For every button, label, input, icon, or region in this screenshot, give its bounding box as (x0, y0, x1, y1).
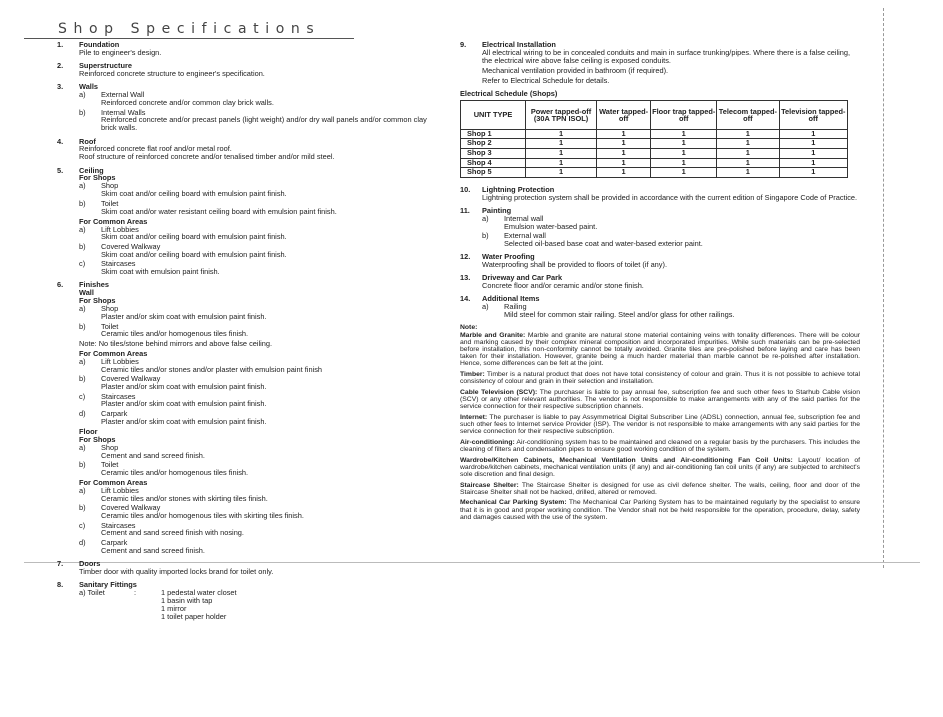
row-header: Shop 2 (461, 139, 526, 149)
section-number: 10. (460, 184, 471, 194)
item-text: Skim coat and/or water resistant ceiling board with emulsion paint finish. (101, 206, 337, 216)
section-number: 6. (57, 280, 64, 290)
item-letter: a) (79, 224, 86, 234)
table-cell: 1 (651, 139, 717, 149)
item-text: Cement and sand screed finish with nosing. (101, 528, 244, 538)
section-text: Pile to engineer's design. (79, 47, 162, 57)
section-title: Walls (79, 82, 99, 92)
section-ceiling (57, 167, 442, 277)
item-title: Toilet (101, 198, 119, 208)
item-text: Ceramic tiles and/or homogenous tiles with skirting tiles finish. (101, 511, 304, 521)
item-title: Lift Lobbies (101, 356, 139, 366)
section-text: Mechanical ventilation provided in bathroom (if required). (482, 65, 669, 75)
list-item (79, 461, 442, 477)
item-letter: a) (79, 485, 86, 495)
item-letter: b) (79, 241, 86, 251)
item-title: External Wall (101, 90, 145, 100)
item-title: Lift Lobbies (101, 485, 139, 495)
note-label: Wardrobe/Kitchen Cabinets, Mechanical Ventilation Units and Air-conditioning Fan Coil Units: (460, 456, 793, 464)
electrical-schedule-table (460, 100, 848, 178)
note-paragraph (460, 499, 860, 521)
section-lightning-protection (460, 186, 860, 202)
table-cell: 1 (779, 148, 847, 158)
section-foundation (57, 41, 442, 57)
table-cell: 1 (597, 139, 651, 149)
column-header: Water tapped-off (597, 100, 651, 129)
list-item (79, 444, 442, 460)
item-letter: a) (482, 213, 489, 223)
item-letter: a) (482, 302, 489, 312)
note-paragraph (460, 482, 860, 496)
table-row (461, 129, 848, 139)
section-number: 12. (460, 252, 471, 262)
section-title: Ceiling (79, 165, 104, 175)
item-title: Shop (101, 181, 119, 191)
item-title: Carpark (101, 537, 128, 547)
item-title: Internal wall (504, 213, 544, 223)
section-text: All electrical wiring to be in concealed conduits and main in surface trunking/pipes. Where there is a false ceiling, the electrical wire above false ceiling is exposed conduits. (482, 47, 851, 65)
table-row (461, 158, 848, 168)
item-letter: b) (79, 321, 86, 331)
item-letter: c) (79, 391, 86, 401)
section-doors (57, 560, 442, 576)
section-walls (57, 83, 442, 132)
fittings-list (57, 589, 442, 621)
item-text: Emulsion water-based paint. (504, 221, 598, 231)
section-number: 14. (460, 294, 471, 304)
item-text: Ceramic tiles and/or stones and/or plaster with emulsion paint finish (101, 364, 323, 374)
item-title: Staircases (101, 520, 136, 530)
section-text: Lightning protection system shall be provided in accordance with the current edition of Singapore Code of Practice. (482, 192, 858, 202)
table-cell: 1 (779, 139, 847, 149)
note-label: Staircase Shelter: (460, 481, 519, 489)
item-text: Skim coat and/or ceiling board with emulsion paint finish. (101, 232, 287, 242)
table-cell: 1 (597, 168, 651, 178)
item-text: Cement and sand screed finish. (101, 545, 205, 555)
column-header: Television tapped-off (779, 100, 847, 129)
item-title: External wall (504, 231, 546, 241)
list-item (79, 305, 442, 321)
item-title: Covered Walkway (101, 503, 161, 513)
item-letter: a) (79, 181, 86, 191)
note-paragraph (460, 371, 860, 385)
section-title: Lightning Protection (482, 184, 555, 194)
item-text: Plaster and/or skim coat with emulsion paint finish. (101, 312, 267, 322)
fittings-label: a) Toilet (79, 588, 105, 598)
column-header: Floor trap tapped-off (651, 100, 717, 129)
list-item (79, 109, 442, 133)
table-cell: 1 (779, 158, 847, 168)
table-row (461, 148, 848, 158)
section-title: Driveway and Car Park (482, 273, 563, 283)
list-item (482, 303, 860, 319)
item-text: Selected oil-based base coat and water-based exterior paint. (504, 239, 703, 249)
note-label: Cable Television (SCV): (460, 388, 538, 396)
item-title: Railing (504, 302, 527, 312)
subheading: Floor (79, 426, 98, 436)
note-text: The purchaser is liable to pay annual fee, subscription fee and such other fees to Starhub Cable vision (SCV) or any other relevant authorities. The vendor is not responsible to make arrangements with any of the said parties for the service connection for their respective subscription channels. (460, 388, 860, 411)
list-item (79, 323, 442, 339)
section-title: Doors (79, 559, 101, 569)
table-cell: 1 (597, 148, 651, 158)
row-header: Shop 5 (461, 168, 526, 178)
item-title: Shop (101, 442, 119, 452)
section-number: 13. (460, 273, 471, 283)
section-water-proofing (460, 253, 860, 269)
table-cell: 1 (717, 148, 779, 158)
list-item (79, 522, 442, 538)
note-text: The purchaser is liable to pay Assymmetrical Digital Subscriber Line (ADSL) connection, annual fee, subscription fee and such other fees to Internet service Provider (ISP). The vendor is not responsible to make arrangements with any said parties for the service connection for their respective subscription. (460, 413, 860, 436)
column-header: Telecom tapped-off (717, 100, 779, 129)
subheading: For Common Areas (79, 216, 148, 226)
item-title: Toilet (101, 460, 119, 470)
section-title: Roof (79, 136, 96, 146)
column-header: Power tapped-off (30A TPN ISOL) (526, 100, 597, 129)
fittings-colon: : (134, 588, 137, 598)
list-item (79, 260, 442, 276)
row-header: Shop 1 (461, 129, 526, 139)
table-cell: 1 (717, 129, 779, 139)
subheading: Wall (79, 288, 94, 298)
section-driveway-car-park (460, 274, 860, 290)
table-cell: 1 (526, 168, 597, 178)
notes-block (460, 324, 860, 521)
item-letter: b) (79, 503, 86, 513)
list-item (79, 182, 442, 198)
wall-note: Note: No tiles/stone behind mirrors and above false ceiling. (79, 338, 273, 348)
item-letter: b) (79, 460, 86, 470)
section-text: Refer to Electrical Schedule for details. (482, 75, 610, 85)
note-text: Marble and granite are natural stone material containing veins with tonality differences. There will be colour and marking caused by their complex mineral composition and incorporated impurities. While such materials can be pre-selected before installation, this non-conformity cannot be totally avoided. Granite tiles are pre-polished before laying and care has been taken for their installation. However, granite being a much harder material than marble cannot be re-polished after installation. Hence, some differences can be felt at the joint. (460, 331, 861, 368)
notes-heading: Note: (460, 324, 478, 332)
section-text: Waterproofing shall be provided to floors of toilet (if any). (482, 260, 667, 270)
list-item (79, 243, 442, 259)
note-text: Layout/ location of wardrobe/kitchen cabinets, mechanical ventilation units (if any) and air-conditioning fan coil units (if any) are subjected to architect's sole discretion and final design. (460, 456, 860, 479)
item-text: Reinforced concrete and/or precast panels (light weight) and/or dry wall panels and/or common clay brick walls. (101, 115, 427, 133)
note-text: The Mechanical Car Parking System has to be maintained regularly by the specialist to ensure that it is in good and proper working condition. The Vendor shall not be held responsible for the operation, procedure, delay, safety and damages caused with the use of the system. (460, 499, 860, 521)
table-cell: 1 (779, 129, 847, 139)
list-item (79, 487, 442, 503)
list-item (79, 358, 442, 374)
list-item (79, 200, 442, 216)
item-text: Plaster and/or skim coat with emulsion paint finish. (101, 382, 267, 392)
item-letter: a) (79, 304, 86, 314)
item-text: Skim coat with emulsion paint finish. (101, 267, 220, 277)
table-cell: 1 (651, 148, 717, 158)
table-cell: 1 (526, 148, 597, 158)
title-underline (24, 38, 354, 39)
note-label: Timber: (460, 371, 485, 379)
item-letter: a) (79, 90, 86, 100)
table-cell: 1 (526, 158, 597, 168)
section-number: 3. (57, 82, 64, 92)
section-text: Reinforced concrete flat roof and/or metal roof. (79, 144, 232, 154)
note-paragraph (460, 389, 860, 411)
table-cell: 1 (597, 158, 651, 168)
item-text: Ceramic tiles and/or homogenous tiles finish. (101, 467, 249, 477)
section-title: Painting (482, 205, 512, 215)
subheading: For Shops (79, 173, 116, 183)
list-item (79, 375, 442, 391)
note-label: Internet: (460, 413, 488, 421)
fitting-item: 1 basin with tap (161, 595, 213, 605)
note-label: Mechanical Car Parking System: (460, 499, 567, 507)
right-column (460, 41, 860, 524)
subheading: For Shops (79, 296, 116, 306)
item-text: Skim coat and/or ceiling board with emulsion paint finish. (101, 189, 287, 199)
note-text: Air-conditioning system has to be maintained and cleaned on a regular basis by the purchasers. This includes the cleaning of filters and condensation pipes to ensure good working condition of the system. (460, 438, 860, 454)
item-text: Skim coat and/or ceiling board with emulsion paint finish. (101, 249, 287, 259)
item-letter: b) (482, 231, 489, 241)
section-electrical-installation (460, 41, 860, 85)
note-paragraph (460, 439, 860, 453)
section-roof (57, 138, 442, 162)
schedule-title: Electrical Schedule (Shops) (460, 88, 558, 98)
section-title: Superstructure (79, 61, 132, 71)
section-number: 1. (57, 40, 64, 49)
section-title: Sanitary Fittings (79, 580, 137, 590)
note-text: The Staircase Shelter is designed for use as civil defence shelter. The walls, ceiling, floor and door of the Staircase Shelter shall not be hacked, drilled, altered or removed. (460, 481, 861, 496)
item-title: Staircases (101, 391, 136, 401)
subheading: For Common Areas (79, 477, 148, 487)
table-cell: 1 (779, 168, 847, 178)
note-paragraph (460, 332, 860, 368)
table-cell: 1 (651, 158, 717, 168)
left-column (57, 41, 442, 626)
list-item (79, 410, 442, 426)
section-superstructure (57, 62, 442, 78)
note-paragraph (460, 414, 860, 436)
fitting-item: 1 mirror (161, 603, 187, 613)
item-letter: c) (79, 520, 86, 530)
item-title: Carpark (101, 408, 128, 418)
section-title: Water Proofing (482, 252, 535, 262)
item-text: Plaster and/or skim coat with emulsion paint finish. (101, 416, 267, 426)
column-header: UNIT TYPE (461, 100, 526, 129)
section-text: Concrete floor and/or ceramic and/or stone finish. (482, 281, 644, 291)
section-number: 7. (57, 559, 64, 569)
item-letter: b) (79, 107, 86, 117)
list-item (79, 539, 442, 555)
section-painting (460, 207, 860, 248)
section-text: Roof structure of reinforced concrete and/or tenalised timber and/or mild steel. (79, 152, 335, 162)
section-finishes (57, 281, 442, 554)
table-cell: 1 (651, 168, 717, 178)
table-cell: 1 (526, 139, 597, 149)
table-row (461, 168, 848, 178)
list-item (79, 504, 442, 520)
item-title: Internal Walls (101, 107, 146, 117)
note-paragraph (460, 457, 860, 479)
table-cell: 1 (651, 129, 717, 139)
note-text: Timber is a natural product that does not have total consistency of colour and grain. Thus it is not possible to achieve total consistency of colour and grain in their selection and installation. (460, 371, 860, 386)
table-cell: 1 (717, 139, 779, 149)
section-title: Foundation (79, 40, 120, 49)
section-number: 4. (57, 136, 64, 146)
table-cell: 1 (597, 129, 651, 139)
page-title: Shop Specifications (58, 21, 321, 37)
note-label: Marble and Granite: (460, 331, 526, 339)
subheading: For Shops (79, 434, 116, 444)
list-item (482, 215, 860, 231)
section-number: 5. (57, 165, 64, 175)
item-title: Staircases (101, 259, 136, 269)
list-item (482, 232, 860, 248)
item-letter: c) (79, 259, 86, 269)
note-label: Air-conditioning: (460, 438, 515, 446)
item-letter: d) (79, 537, 86, 547)
section-title: Additional Items (482, 294, 540, 304)
item-title: Toilet (101, 321, 119, 331)
subheading: For Common Areas (79, 348, 148, 358)
section-number: 2. (57, 61, 64, 71)
section-title: Electrical Installation (482, 40, 556, 49)
table-header-row (461, 100, 848, 129)
section-number: 8. (57, 580, 64, 590)
item-letter: d) (79, 408, 86, 418)
item-title: Lift Lobbies (101, 224, 139, 234)
item-text: Cement and sand screed finish. (101, 450, 205, 460)
section-text: Reinforced concrete structure to engineer's specification. (79, 69, 265, 79)
item-text: Reinforced concrete and/or common clay brick walls. (101, 98, 274, 108)
fitting-item: 1 pedestal water closet (161, 588, 237, 598)
list-item (79, 91, 442, 107)
fold-guide-line (883, 8, 884, 568)
fitting-item: 1 toilet paper holder (161, 611, 227, 621)
section-title: Finishes (79, 280, 109, 290)
section-number: 11. (460, 205, 470, 215)
item-text: Plaster and/or skim coat with emulsion paint finish. (101, 399, 267, 409)
item-letter: b) (79, 198, 86, 208)
table-cell: 1 (717, 158, 779, 168)
item-title: Covered Walkway (101, 241, 161, 251)
table-cell: 1 (717, 168, 779, 178)
item-text: Ceramic tiles and/or homogenous tiles finish. (101, 329, 249, 339)
row-header: Shop 4 (461, 158, 526, 168)
section-number: 9. (460, 40, 467, 49)
item-letter: a) (79, 356, 86, 366)
list-item (79, 393, 442, 409)
row-header: Shop 3 (461, 148, 526, 158)
item-title: Covered Walkway (101, 374, 161, 384)
item-letter: a) (79, 442, 86, 452)
section-sanitary-fittings (57, 581, 442, 621)
item-text: Mild steel for common stair railing. Steel and/or glass for other railings. (504, 310, 735, 320)
table-cell: 1 (526, 129, 597, 139)
item-text: Ceramic tiles and/or stones with skirting tiles finish. (101, 493, 268, 503)
item-title: Shop (101, 304, 119, 314)
list-item (79, 226, 442, 242)
table-row (461, 139, 848, 149)
item-letter: b) (79, 374, 86, 384)
section-text: Timber door with quality imported locks brand for toilet only. (79, 566, 274, 576)
section-additional-items (460, 295, 860, 319)
